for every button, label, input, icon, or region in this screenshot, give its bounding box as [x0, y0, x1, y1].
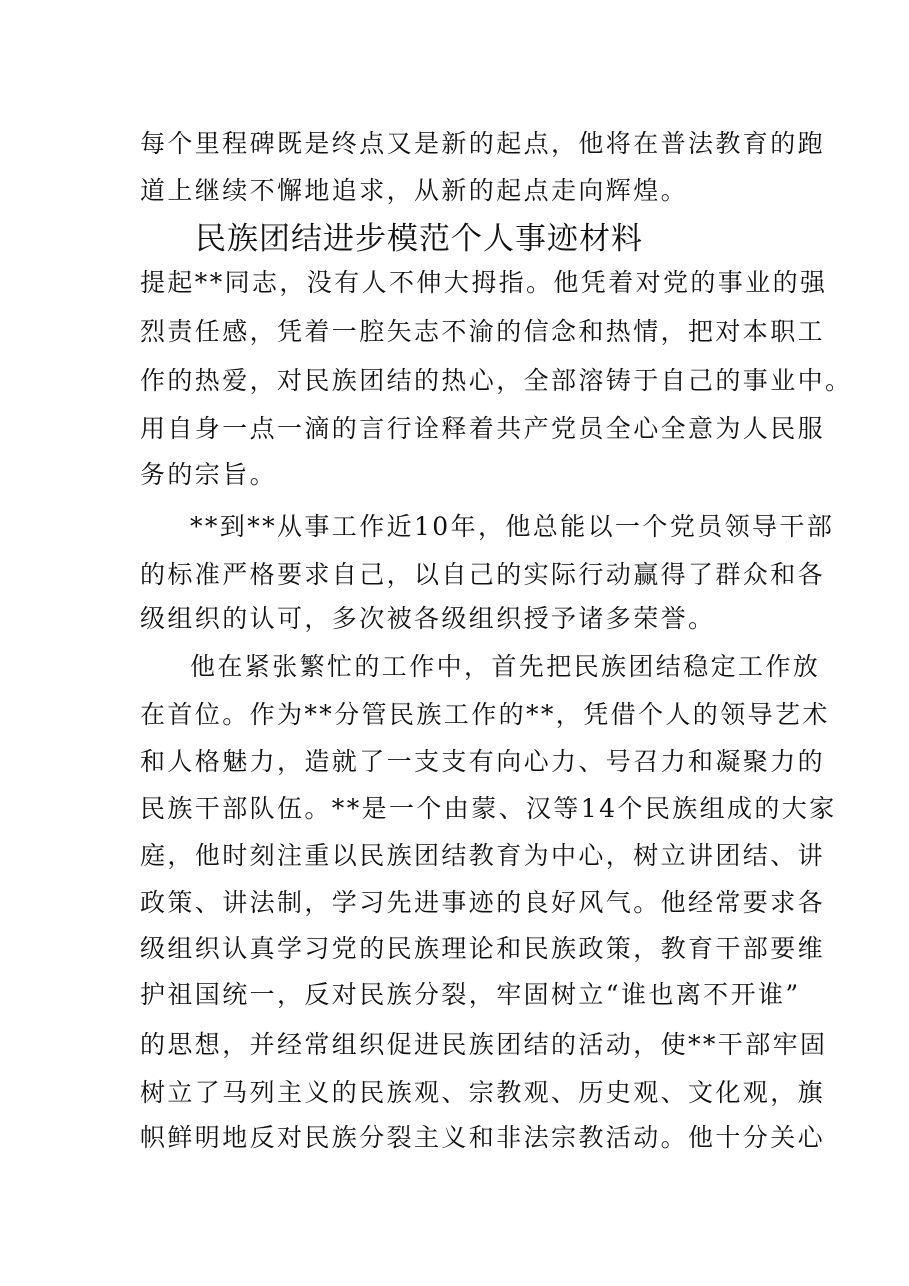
text-line: 烈责任感，凭着一腔矢志不渝的信念和热情，把对本职工 [140, 317, 826, 346]
text-line: 的思想，并经常组织促进民族团结的活动，使**干部牢固 [140, 1030, 828, 1059]
text-line: 道上继续不懈地追求，从新的起点走向辉煌。 [140, 176, 689, 205]
text-line: 务的宗旨。 [140, 460, 278, 489]
text-line: 提起**同志，没有人不伸大拇指。他凭着对党的事业的强 [140, 268, 828, 297]
text-line: 的标准严格要求自己，以自己的实际行动赢得了群众和各 [140, 560, 826, 589]
text-line: 护祖国统一，反对民族分裂，牢固树立“谁也离不开谁” [140, 980, 801, 1009]
text-line: 庭，他时刻注重以民族团结教育为中心，树立讲团结、讲 [140, 841, 826, 870]
paragraph-first-line: 他在紧张繁忙的工作中，首先把民族团结稳定工作放 [190, 652, 821, 681]
text-line: 每个里程碑既是终点又是新的起点，他将在普法教育的跑 [140, 129, 826, 158]
document-title: 民族团结进步模范个人事迹材料 [195, 221, 643, 257]
text-line: 级组织的认可，多次被各级组织授予诸多荣誉。 [140, 604, 716, 633]
text-line: 和人格魅力，造就了一支支有向心力、号召力和凝聚力的 [140, 747, 826, 776]
paragraph-first-line: **到**从事工作近10年，他总能以一个党员领导干部 [190, 512, 835, 541]
text-line: 帜鲜明地反对民族分裂主义和非法宗教活动。他十分关心 [140, 1123, 826, 1152]
text-line: 政策、讲法制，学习先进事迹的良好风气。他经常要求各 [140, 888, 826, 917]
text-line: 用自身一点一滴的言行诠释着共产党员全心全意为人民服 [140, 414, 826, 443]
text-line: 树立了马列主义的民族观、宗教观、历史观、文化观，旗 [140, 1078, 826, 1107]
text-line: 在首位。作为**分管民族工作的**，凭借个人的领导艺术 [140, 700, 830, 729]
text-line: 作的热爱，对民族团结的热心，全部溶铸于自己的事业中。 [140, 366, 853, 395]
text-line: 级组织认真学习党的民族理论和民族政策，教育干部要维 [140, 934, 826, 963]
text-line: 民族干部队伍。**是一个由蒙、汉等14个民族组成的大家 [140, 794, 837, 823]
